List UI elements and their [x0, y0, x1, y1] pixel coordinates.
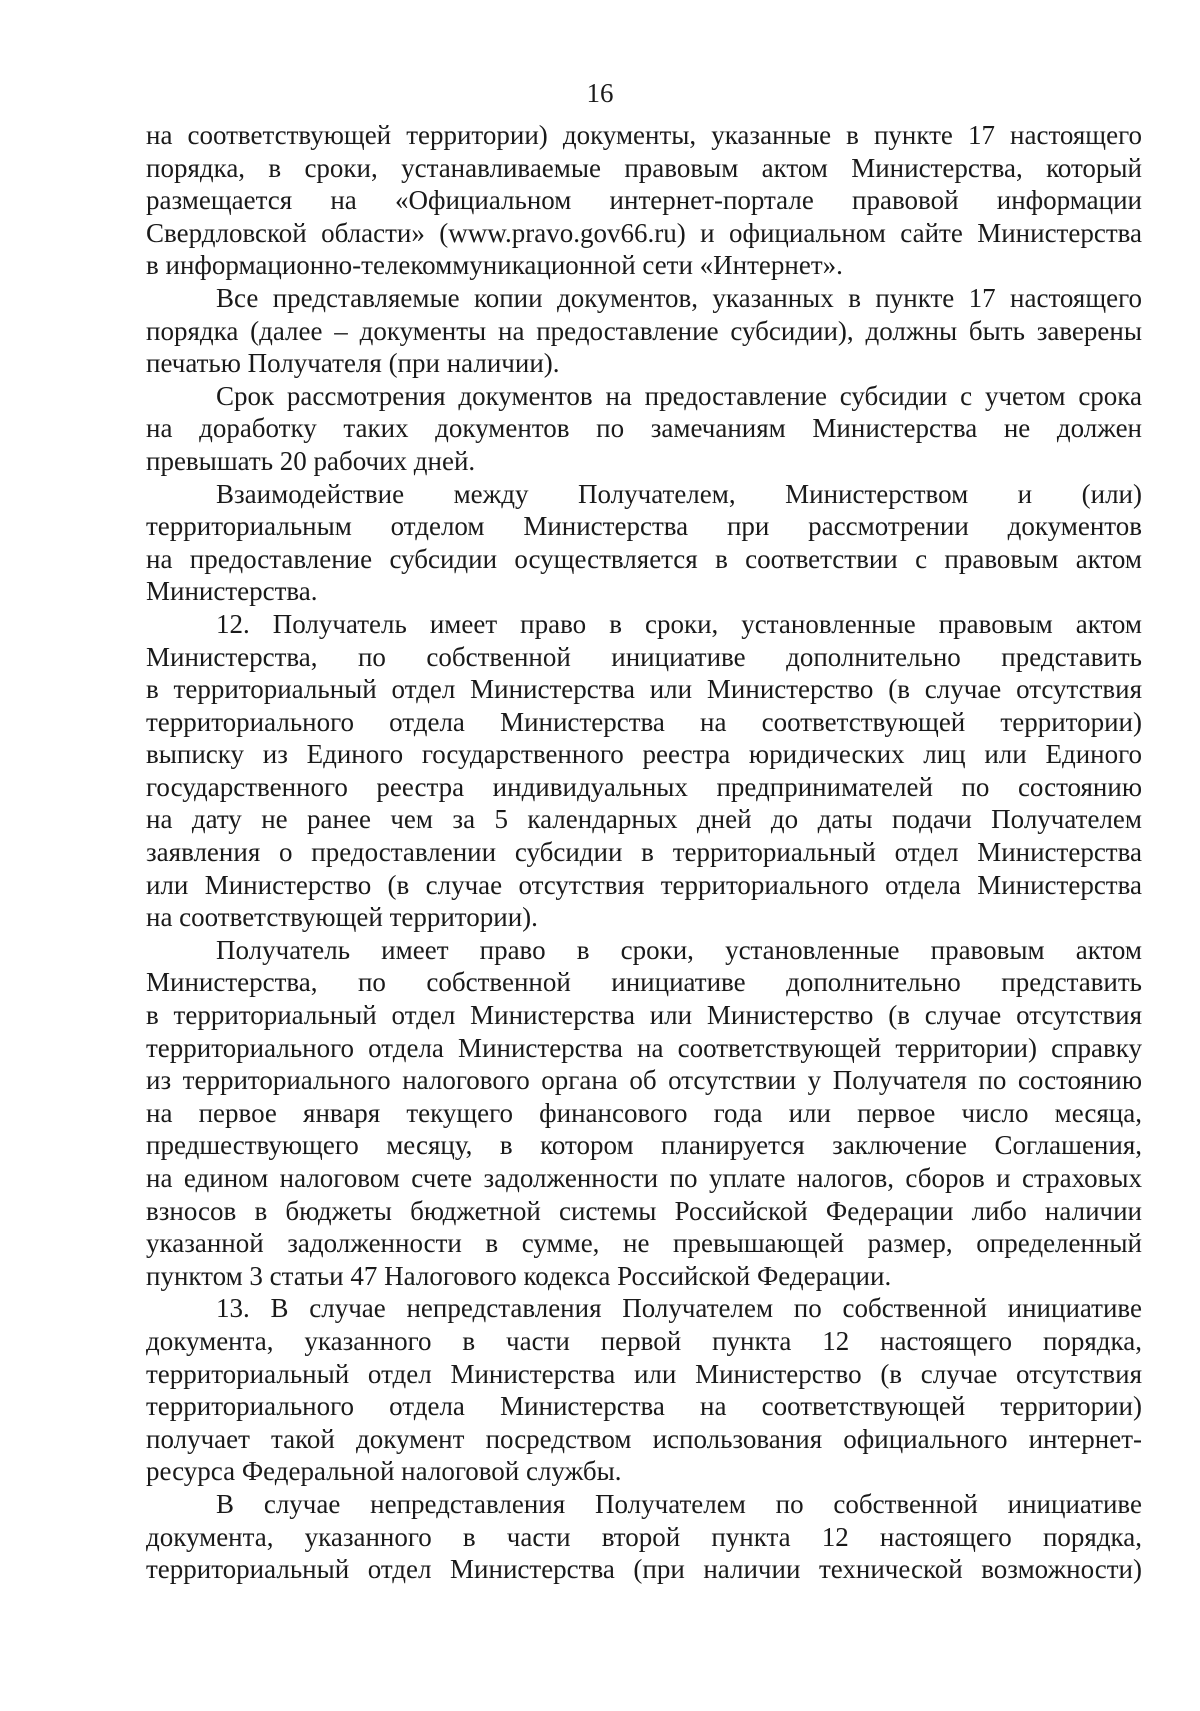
text-line: на первое января текущего финансового года или первое число месяца, [146, 1097, 1142, 1128]
text-line: превышать 20 рабочих дней. [146, 445, 476, 476]
text-line: ресурса Федеральной налоговой службы. [146, 1456, 622, 1487]
paragraph [146, 934, 1142, 1293]
text-line: на дату не ранее чем за 5 календарных дней до даты подачи Получателем [146, 804, 1142, 835]
text-line: указанной задолженности в сумме, не превышающей размер, определенный [146, 1228, 1142, 1259]
text-line: 12. Получатель имеет право в сроки, установленные правовым актом [216, 608, 1142, 639]
text-line: размещается на «Официальном интернет-портале правовой информации [146, 185, 1142, 216]
document-body [146, 119, 1142, 1586]
text-line: документа, указанного в части первой пункта 12 настоящего порядка, [146, 1325, 1142, 1356]
text-line: печатью Получателя (при наличии). [146, 348, 560, 379]
text-line: взносов в бюджеты бюджетной системы Российской Федерации либо наличии [146, 1195, 1142, 1226]
text-line: на доработку таких документов по замечаниям Министерства не должен [146, 413, 1142, 444]
text-line: в территориальный отдел Министерства или Министерство (в случае отсутствия [146, 674, 1142, 705]
text-line: В случае непредставления Получателем по собственной инициативе [216, 1488, 1142, 1519]
paragraph [146, 380, 1142, 478]
text-line: получает такой документ посредством использования официального интернет- [146, 1423, 1142, 1454]
text-line: Свердловской области» (www.pravo.gov66.ru) и официальном сайте Министерства [146, 217, 1142, 248]
text-line: 13. В случае непредставления Получателем по собственной инициативе [216, 1293, 1142, 1324]
text-line: государственного реестра индивидуальных предпринимателей по состоянию [146, 771, 1142, 802]
text-line: заявления о предоставлении субсидии в территориальный отдел Министерства [146, 837, 1142, 868]
text-line: Получатель имеет право в сроки, установленные правовым актом [216, 934, 1142, 965]
text-line: территориальным отделом Министерства при рассмотрении документов [146, 511, 1142, 542]
text-line: на едином налоговом счете задолженности по уплате налогов, сборов и страховых [146, 1163, 1142, 1193]
text-line: территориального отдела Министерства на соответствующей территории) [146, 1391, 1142, 1422]
text-line: порядка, в сроки, устанавливаемые правовым актом Министерства, который [146, 152, 1142, 183]
paragraph [146, 282, 1142, 380]
text-line: из территориального налогового органа об отсутствии у Получателя по состоянию [146, 1065, 1142, 1096]
paragraph [146, 478, 1142, 608]
text-line: Министерства, по собственной инициативе дополнительно представить [146, 641, 1142, 672]
text-line: или Министерство (в случае отсутствия территориального отдела Министерства [146, 869, 1142, 900]
paragraph [146, 119, 1142, 282]
text-line: территориальный отдел Министерства (при наличии технической возможности) [146, 1554, 1142, 1585]
text-line: территориальный отдел Министерства или Министерство (в случае отсутствия [146, 1358, 1142, 1389]
paragraph [146, 608, 1142, 934]
text-line: территориального отдела Министерства на соответствующей территории) [146, 706, 1142, 737]
text-line: на соответствующей территории). [146, 902, 538, 933]
paragraph [146, 1292, 1142, 1488]
text-line: предшествующего месяцу, в котором планируется заключение Соглашения, [146, 1130, 1142, 1161]
text-line: Срок рассмотрения документов на предоставление субсидии с учетом срока [216, 380, 1142, 411]
text-line: пунктом 3 статьи 47 Налогового кодекса Российской Федерации. [146, 1260, 892, 1291]
text-line: документа, указанного в части второй пункта 12 настоящего порядка, [146, 1521, 1142, 1552]
text-line: Все представляемые копии документов, указанных в пункте 17 настоящего [216, 282, 1142, 313]
paragraph [146, 1488, 1142, 1586]
text-line: порядка (далее – документы на предоставление субсидии), должны быть заверены [146, 315, 1142, 346]
text-line: в территориальный отдел Министерства или Министерство (в случае отсутствия [146, 1000, 1142, 1031]
text-line: Министерства. [146, 576, 318, 607]
text-line: в информационно-телекоммуникационной сети «Интернет». [146, 250, 843, 281]
text-line: выписку из Единого государственного реестра юридических лиц или Единого [146, 739, 1142, 770]
text-line: на соответствующей территории) документы, указанные в пункте 17 настоящего [146, 120, 1142, 150]
text-line: на предоставление субсидии осуществляется в соответствии с правовым актом [146, 543, 1142, 574]
text-line: Министерства, по собственной инициативе дополнительно представить [146, 967, 1142, 998]
text-line: территориального отдела Министерства на соответствующей территории) справку [146, 1032, 1142, 1063]
page-number: 16 [586, 78, 614, 108]
text-line: Взаимодействие между Получателем, Министерством и (или) [216, 478, 1142, 509]
